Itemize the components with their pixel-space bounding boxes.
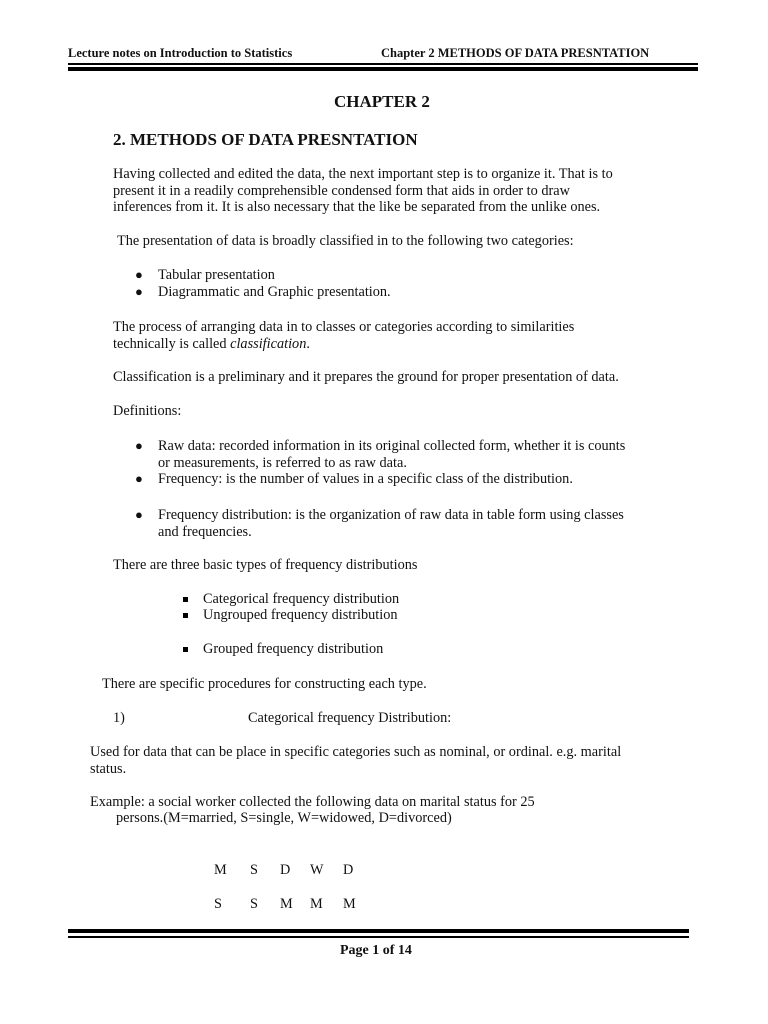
numbered-item-number: 1) [113,710,125,726]
freq-dist-line-2: and frequencies. [158,523,252,540]
classification-line-2-suffix: . [306,335,310,352]
types-intro: There are three basic types of frequency distributions [113,557,418,573]
bullet-dot-icon: ● [135,267,143,282]
classification-term: classification [230,335,307,352]
classification-line-2 [113,336,574,353]
square-bullet-icon [183,613,188,618]
intro-line-3: inferences from it. It is also necessary that the like be separated from the unlike ones. [113,199,601,215]
usage-paragraph [90,744,621,777]
footer-rule-thin [68,936,689,938]
header-right: Chapter 2 METHODS OF DATA PRESNTATION [381,46,650,60]
usage-line-1: Used for data that can be place in specific categories such as nominal, or ordinal. e.g. marital [90,744,622,760]
classification-paragraph [113,319,574,352]
freq-dist-line-1: Frequency distribution: is the organization of raw data in table form using classes [158,507,624,523]
classification-line-1: The process of arranging data in to classes or categories according to similarities [113,319,575,335]
data-cell: D [280,862,291,878]
procedures-note: There are specific procedures for constructing each type. [102,676,427,692]
data-cell: M [310,896,323,912]
footer-rule-thick [68,929,689,933]
header-left: Lecture notes on Introduction to Statistics [68,46,293,60]
page-number: Page 1 of 14 [340,943,412,958]
distribution-type-3: Grouped frequency distribution [203,641,384,657]
definition-frequency: Frequency: is the number of values in a specific class of the distribution. [158,471,573,487]
classification-line-2-prefix: technically is called [113,335,231,352]
chapter-title: CHAPTER 2 [334,92,430,111]
data-cell: S [250,896,258,912]
definition-frequency-distribution [158,507,624,540]
header-rule-thin [68,63,698,65]
bullet-dot-icon: ● [135,507,143,522]
data-cell: M [343,896,356,912]
intro-line-1: Having collected and edited the data, the next important step is to organize it. That is to [113,166,613,182]
data-cell: M [280,896,293,912]
data-cell: W [310,862,324,878]
data-cell: D [343,862,354,878]
definitions-heading: Definitions: [113,403,182,419]
section-title: 2. METHODS OF DATA PRESNTATION [113,130,418,149]
header-rule-thick [68,67,698,71]
data-cell: S [250,862,258,878]
intro-paragraph [113,166,613,216]
definition-raw-data [158,438,625,471]
bullet-dot-icon: ● [135,438,143,453]
classification-note: Classification is a preliminary and it prepares the ground for proper presentation of data. [113,369,619,385]
raw-data-line-2: or measurements, is referred to as raw data. [158,454,407,471]
square-bullet-icon [183,647,188,652]
data-cell: M [214,862,227,878]
usage-line-2: status. [90,760,127,777]
bullet-dot-icon: ● [135,284,143,299]
presentation-type-1: Tabular presentation [158,267,275,283]
distribution-type-1: Categorical frequency distribution [203,591,400,607]
bullet-dot-icon: ● [135,471,143,486]
distribution-type-2: Ungrouped frequency distribution [203,607,398,623]
raw-data-line-1: Raw data: recorded information in its original collected form, whether it is counts [158,438,626,454]
presentation-type-2: Diagrammatic and Graphic presentation. [158,284,391,300]
intro-line-2: present it in a readily comprehensible condensed form that aids in order to draw [113,182,570,199]
presentation-intro: The presentation of data is broadly classified in to the following two categories: [117,233,574,249]
example-line-1: Example: a social worker collected the following data on marital status for 25 [90,794,535,810]
square-bullet-icon [183,597,188,602]
data-cell: S [214,896,222,912]
numbered-item-title: Categorical frequency Distribution: [248,710,452,726]
example-line-2: persons.(M=married, S=single, W=widowed, D=divorced) [116,810,452,826]
